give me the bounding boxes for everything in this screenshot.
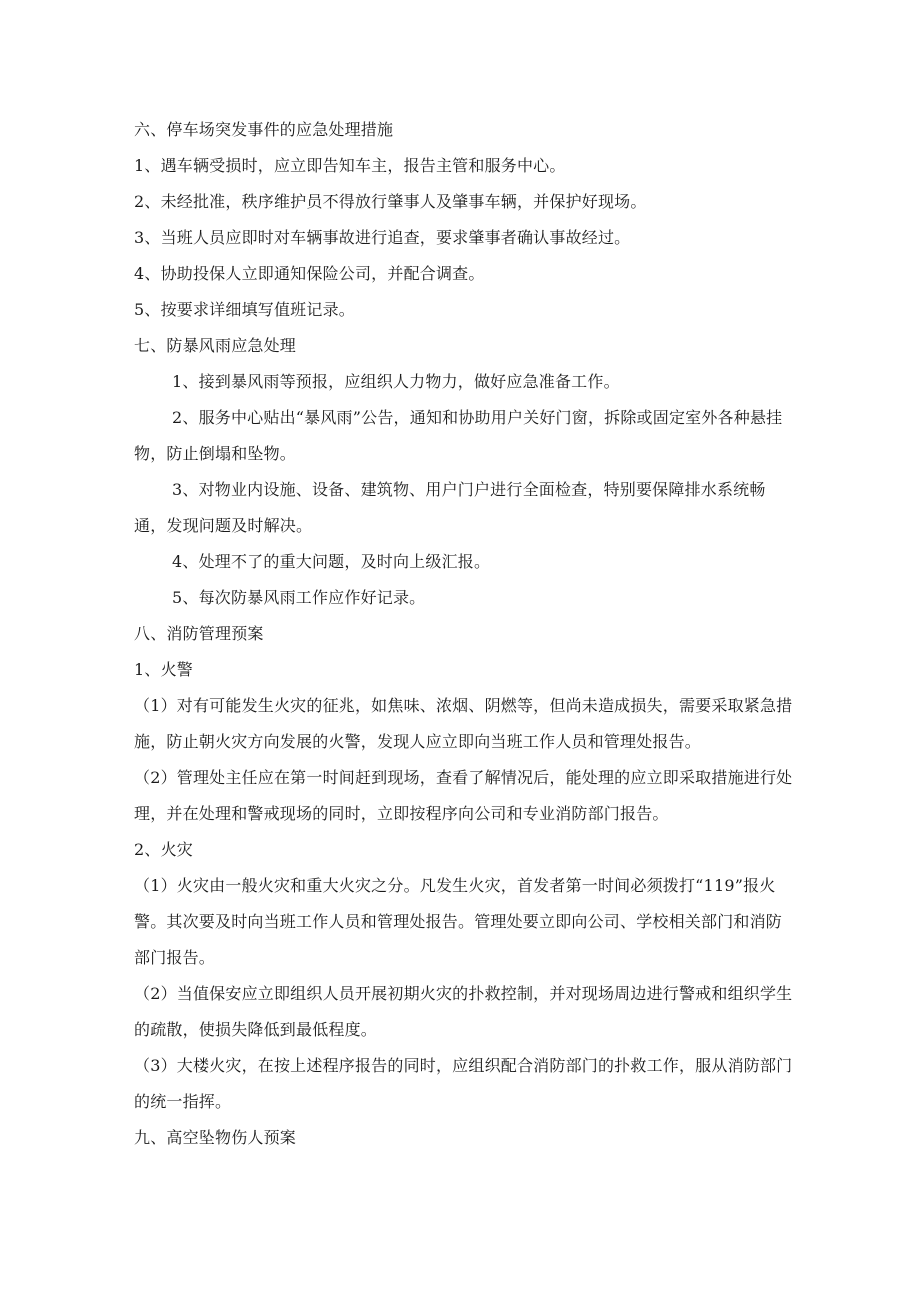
section-7-item-3: 3、对物业内设施、设备、建筑物、用户门户进行全面检查，特别要保障排水系统畅通，发现问题及时解决。 <box>134 480 766 535</box>
section-8-sub-2-item-2: （2）当值保安应立即组织人员开展初期火灾的扑救控制，并对现场周边进行警戒和组织学生的疏散，使损失降低到最低程度。 <box>134 984 793 1039</box>
section-6-item-2: 2、未经批准，秩序维护员不得放行肇事人及肇事车辆，并保护好现场。 <box>134 192 647 211</box>
section-8-heading: 八、消防管理预案 <box>134 624 264 643</box>
section-6-heading: 六、停车场突发事件的应急处理措施 <box>134 120 394 139</box>
section-8-sub-1-item-2: （2）管理处主任应在第一时间赶到现场，查看了解情况后，能处理的应立即采取措施进行处理，并在处理和警戒现场的同时，立即按程序向公司和专业消防部门报告。 <box>134 768 793 823</box>
document-page <box>134 112 794 1156</box>
section-7-item-5: 5、每次防暴风雨工作应作好记录。 <box>172 588 426 607</box>
section-8-sub-1-heading: 1、火警 <box>134 660 193 679</box>
section-7-heading: 七、防暴风雨应急处理 <box>134 336 297 355</box>
section-6-item-3: 3、当班人员应即时对车辆事故进行追查，要求肇事者确认事故经过。 <box>134 228 631 247</box>
section-7-item-1: 1、接到暴风雨等预报，应组织人力物力，做好应急准备工作。 <box>172 372 620 391</box>
section-6-item-5: 5、按要求详细填写值班记录。 <box>134 300 355 319</box>
section-8-sub-1-item-1: （1）对有可能发生火灾的征兆，如焦味、浓烟、阴燃等，但尚未造成损失，需要采取紧急措施，防止朝火灾方向发展的火警，发现人应立即向当班工作人员和管理处报告。 <box>134 696 793 751</box>
section-6-item-1: 1、遇车辆受损时，应立即告知车主，报告主管和服务中心。 <box>134 156 566 175</box>
section-9-heading: 九、高空坠物伤人预案 <box>134 1128 297 1147</box>
section-7-item-2: 2、服务中心贴出“暴风雨”公告，通知和协助用户关好门窗，拆除或固定室外各种悬挂物，防止倒塌和坠物。 <box>134 408 783 463</box>
section-6-item-4: 4、协助投保人立即通知保险公司，并配合调查。 <box>134 264 485 283</box>
section-8-sub-2-item-3: （3）大楼火灾，在按上述程序报告的同时，应组织配合消防部门的扑救工作，服从消防部门的统一指挥。 <box>134 1056 793 1111</box>
section-8-sub-2-heading: 2、火灾 <box>134 840 193 859</box>
section-7-item-4: 4、处理不了的重大问题，及时向上级汇报。 <box>172 552 491 571</box>
section-8-sub-2-item-1: （1）火灾由一般火灾和重大火灾之分。凡发生火灾，首发者第一时间必须拨打“119”报火警。其次要及时向当班工作人员和管理处报告。管理处要立即向公司、学校相关部门和消防部门报告。 <box>134 876 783 967</box>
